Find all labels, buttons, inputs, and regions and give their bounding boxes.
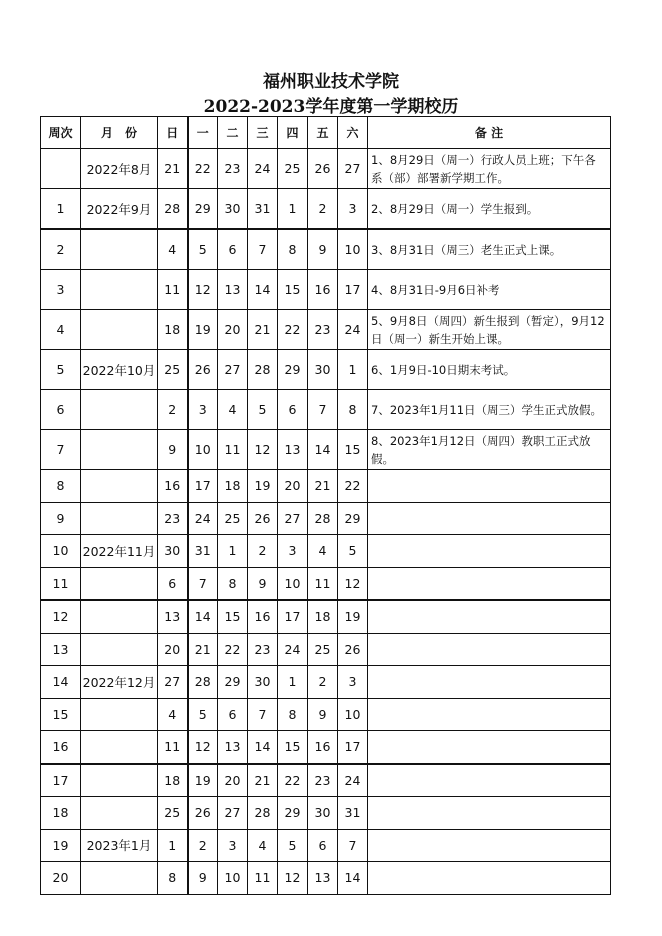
day-cell: 2 [308,666,338,699]
table-row [41,600,611,633]
day-cell: 12 [338,567,368,600]
day-cell: 12 [278,862,308,895]
note-cell [368,535,611,568]
day-cell: 15 [278,270,308,310]
day-cell: 27 [158,666,188,699]
header-sat: 六 [338,117,368,149]
note-cell [368,829,611,862]
day-cell: 28 [248,797,278,830]
day-cell: 1 [158,829,188,862]
day-cell: 9 [248,567,278,600]
note-cell [368,731,611,764]
day-cell: 1 [278,666,308,699]
day-cell: 21 [248,310,278,350]
calendar-title: 2022-2023学年度第一学期校历 [203,97,459,117]
day-cell: 3 [338,666,368,699]
day-cell: 19 [188,764,218,797]
day-cell: 2 [308,189,338,230]
week-cell: 17 [41,764,81,797]
day-cell: 13 [218,731,248,764]
day-cell: 16 [248,600,278,633]
day-cell: 18 [158,310,188,350]
month-cell [81,390,158,430]
month-cell [81,698,158,731]
table-row [41,797,611,830]
week-cell: 16 [41,731,81,764]
day-cell: 18 [218,470,248,503]
header-row [41,117,611,149]
month-cell [81,502,158,535]
header-mon: 一 [188,117,218,149]
week-cell: 19 [41,829,81,862]
day-cell: 6 [218,229,248,270]
day-cell: 16 [308,731,338,764]
note-cell: 5、9月8日（周四）新生报到（暂定），9月12日（周一）新生开始上课。 [368,310,611,350]
day-cell: 27 [338,149,368,189]
table-row [41,350,611,390]
day-cell: 25 [218,502,248,535]
day-cell: 11 [158,731,188,764]
day-cell: 27 [218,797,248,830]
day-cell: 23 [308,310,338,350]
day-cell: 21 [188,633,218,666]
day-cell: 15 [338,430,368,470]
week-cell: 12 [41,600,81,633]
day-cell: 28 [188,666,218,699]
table-row [41,270,611,310]
table-row [41,731,611,764]
day-cell: 23 [218,149,248,189]
day-cell: 10 [218,862,248,895]
day-cell: 27 [218,350,248,390]
day-cell: 18 [308,600,338,633]
day-cell: 8 [218,567,248,600]
day-cell: 3 [278,535,308,568]
day-cell: 25 [158,350,188,390]
week-cell: 13 [41,633,81,666]
day-cell: 11 [308,567,338,600]
day-cell: 4 [218,390,248,430]
day-cell: 12 [188,731,218,764]
day-cell: 4 [248,829,278,862]
day-cell: 5 [338,535,368,568]
month-cell: 2022年10月 [81,350,158,390]
month-cell [81,633,158,666]
day-cell: 24 [248,149,278,189]
day-cell: 5 [188,229,218,270]
table-row [41,149,611,189]
week-cell: 14 [41,666,81,699]
day-cell: 1 [278,189,308,230]
day-cell: 8 [338,390,368,430]
day-cell: 10 [338,698,368,731]
day-cell: 30 [248,666,278,699]
day-cell: 16 [308,270,338,310]
month-cell [81,862,158,895]
week-cell: 3 [41,270,81,310]
day-cell: 24 [338,764,368,797]
week-cell: 4 [41,310,81,350]
day-cell: 29 [278,797,308,830]
day-cell: 23 [158,502,188,535]
table-row [41,764,611,797]
table-row [41,829,611,862]
day-cell: 29 [218,666,248,699]
day-cell: 18 [158,764,188,797]
day-cell: 11 [218,430,248,470]
day-cell: 17 [338,731,368,764]
day-cell: 20 [278,470,308,503]
day-cell: 6 [218,698,248,731]
day-cell: 9 [308,229,338,270]
week-cell: 7 [41,430,81,470]
week-cell: 8 [41,470,81,503]
day-cell: 6 [308,829,338,862]
week-cell: 11 [41,567,81,600]
day-cell: 25 [158,797,188,830]
day-cell: 30 [308,797,338,830]
header-tue: 二 [218,117,248,149]
table-row [41,470,611,503]
note-cell [368,633,611,666]
day-cell: 25 [278,149,308,189]
header-fri: 五 [308,117,338,149]
day-cell: 10 [188,430,218,470]
day-cell: 21 [308,470,338,503]
note-cell: 2、8月29日（周一）学生报到。 [368,189,611,230]
month-cell [81,731,158,764]
month-cell: 2023年1月 [81,829,158,862]
day-cell: 10 [338,229,368,270]
day-cell: 1 [218,535,248,568]
day-cell: 14 [308,430,338,470]
day-cell: 28 [308,502,338,535]
month-cell [81,229,158,270]
day-cell: 8 [158,862,188,895]
header-thu: 四 [278,117,308,149]
day-cell: 29 [338,502,368,535]
table-row [41,567,611,600]
day-cell: 24 [278,633,308,666]
table-row [41,535,611,568]
week-cell: 20 [41,862,81,895]
day-cell: 15 [218,600,248,633]
note-cell: 8、2023年1月12日（周四）教职工正式放假。 [368,430,611,470]
table-row [41,390,611,430]
day-cell: 2 [188,829,218,862]
day-cell: 19 [248,470,278,503]
day-cell: 30 [308,350,338,390]
day-cell: 28 [248,350,278,390]
day-cell: 25 [308,633,338,666]
month-cell [81,764,158,797]
day-cell: 16 [158,470,188,503]
day-cell: 7 [248,229,278,270]
week-cell: 15 [41,698,81,731]
day-cell: 14 [248,731,278,764]
month-cell [81,470,158,503]
day-cell: 6 [278,390,308,430]
day-cell: 4 [158,229,188,270]
day-cell: 31 [248,189,278,230]
day-cell: 30 [218,189,248,230]
table-row [41,633,611,666]
note-cell: 4、8月31日-9月6日补考 [368,270,611,310]
day-cell: 24 [188,502,218,535]
day-cell: 3 [218,829,248,862]
day-cell: 26 [188,350,218,390]
header-month: 月 份 [81,117,158,149]
note-cell [368,764,611,797]
week-cell: 5 [41,350,81,390]
note-cell [368,502,611,535]
week-cell [41,149,81,189]
day-cell: 2 [248,535,278,568]
week-cell: 9 [41,502,81,535]
day-cell: 4 [158,698,188,731]
day-cell: 14 [188,600,218,633]
day-cell: 11 [248,862,278,895]
note-cell [368,862,611,895]
day-cell: 14 [248,270,278,310]
header-week: 周次 [41,117,81,149]
month-cell [81,600,158,633]
note-cell: 7、2023年1月11日（周三）学生正式放假。 [368,390,611,430]
note-cell [368,470,611,503]
day-cell: 26 [188,797,218,830]
month-cell [81,430,158,470]
day-cell: 5 [248,390,278,430]
day-cell: 13 [218,270,248,310]
day-cell: 22 [338,470,368,503]
week-cell: 10 [41,535,81,568]
day-cell: 1 [338,350,368,390]
day-cell: 12 [248,430,278,470]
header-sun: 日 [158,117,188,149]
day-cell: 29 [278,350,308,390]
month-cell [81,270,158,310]
day-cell: 23 [308,764,338,797]
day-cell: 22 [188,149,218,189]
day-cell: 26 [308,149,338,189]
note-cell [368,797,611,830]
day-cell: 26 [248,502,278,535]
day-cell: 20 [218,764,248,797]
day-cell: 6 [158,567,188,600]
table-row [41,666,611,699]
table-row [41,430,611,470]
day-cell: 24 [338,310,368,350]
header-wed: 三 [248,117,278,149]
table-row [41,502,611,535]
day-cell: 17 [338,270,368,310]
note-cell [368,666,611,699]
day-cell: 13 [158,600,188,633]
day-cell: 9 [158,430,188,470]
day-cell: 7 [248,698,278,731]
day-cell: 30 [158,535,188,568]
month-cell: 2022年12月 [81,666,158,699]
day-cell: 23 [248,633,278,666]
week-cell: 18 [41,797,81,830]
day-cell: 20 [218,310,248,350]
day-cell: 2 [158,390,188,430]
day-cell: 15 [278,731,308,764]
table-row [41,189,611,230]
day-cell: 22 [278,764,308,797]
day-cell: 13 [278,430,308,470]
table-row [41,862,611,895]
day-cell: 19 [338,600,368,633]
day-cell: 17 [278,600,308,633]
day-cell: 27 [278,502,308,535]
day-cell: 7 [308,390,338,430]
day-cell: 7 [338,829,368,862]
header-notes: 备 注 [368,117,611,149]
table-row [41,229,611,270]
month-cell [81,567,158,600]
week-cell: 6 [41,390,81,430]
day-cell: 12 [188,270,218,310]
day-cell: 29 [188,189,218,230]
note-cell [368,698,611,731]
day-cell: 22 [278,310,308,350]
day-cell: 8 [278,229,308,270]
day-cell: 28 [158,189,188,230]
month-cell: 2022年11月 [81,535,158,568]
month-cell [81,310,158,350]
day-cell: 3 [188,390,218,430]
day-cell: 21 [248,764,278,797]
note-cell: 3、8月31日（周三）老生正式上课。 [368,229,611,270]
school-name: 福州职业技术学院 [263,72,399,92]
day-cell: 10 [278,567,308,600]
note-cell [368,567,611,600]
day-cell: 7 [188,567,218,600]
day-cell: 9 [308,698,338,731]
day-cell: 4 [308,535,338,568]
day-cell: 9 [188,862,218,895]
day-cell: 20 [158,633,188,666]
day-cell: 14 [338,862,368,895]
day-cell: 31 [338,797,368,830]
note-cell [368,600,611,633]
day-cell: 13 [308,862,338,895]
school-calendar-table [40,116,611,895]
note-cell: 6、1月9日-10日期末考试。 [368,350,611,390]
note-cell: 1、8月29日（周一）行政人员上班；下午各系（部）部署新学期工作。 [368,149,611,189]
day-cell: 8 [278,698,308,731]
day-cell: 19 [188,310,218,350]
week-cell: 1 [41,189,81,230]
day-cell: 22 [218,633,248,666]
day-cell: 11 [158,270,188,310]
day-cell: 5 [278,829,308,862]
day-cell: 5 [188,698,218,731]
day-cell: 26 [338,633,368,666]
month-cell: 2022年9月 [81,189,158,230]
day-cell: 17 [188,470,218,503]
day-cell: 3 [338,189,368,230]
table-row [41,310,611,350]
month-cell: 2022年8月 [81,149,158,189]
day-cell: 21 [158,149,188,189]
week-cell: 2 [41,229,81,270]
table-row [41,698,611,731]
day-cell: 31 [188,535,218,568]
month-cell [81,797,158,830]
